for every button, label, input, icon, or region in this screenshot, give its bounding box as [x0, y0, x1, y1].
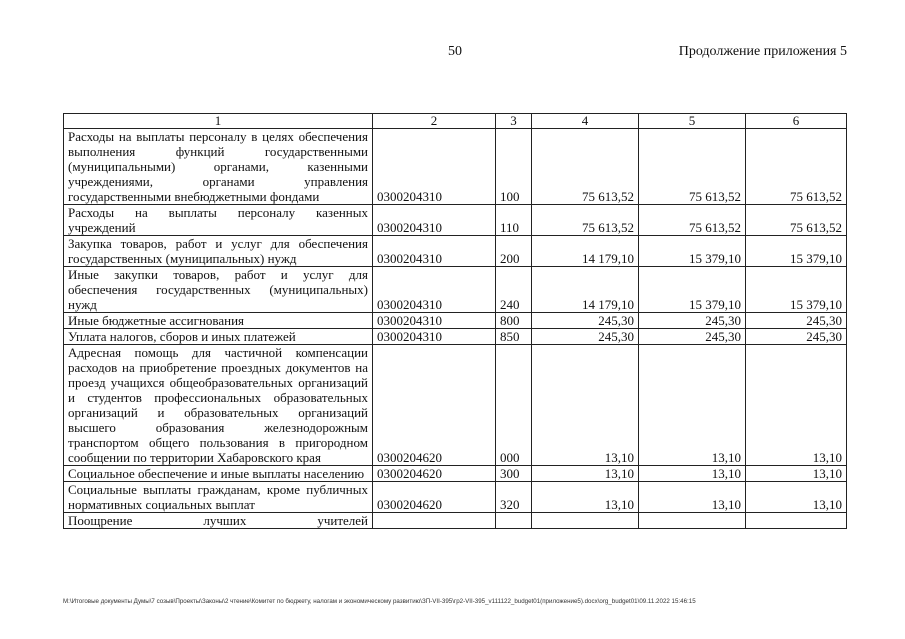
target-article-code: 0300204620	[373, 482, 496, 513]
target-article-code: 0300204620	[373, 466, 496, 482]
column-number: 2	[373, 114, 496, 129]
table-row	[64, 205, 847, 236]
table-row	[64, 129, 847, 205]
table-row	[64, 236, 847, 267]
column-number: 1	[64, 114, 373, 129]
column-number: 6	[746, 114, 847, 129]
expense-type-code: 800	[496, 313, 532, 329]
row-name: Расходы на выплаты персоналу в целях обеспечения выполнения функций государственными (муниципальными) органами, казенными учреждениями, органами управления государственными внебюджетными фондами	[64, 129, 373, 205]
row-name: Социальные выплаты гражданам, кроме публичных нормативных социальных выплат	[64, 482, 373, 513]
target-article-code: 0300204310	[373, 129, 496, 205]
amount-col4: 13,10	[532, 345, 639, 466]
target-article-code: 0300204620	[373, 345, 496, 466]
budget-table	[63, 113, 847, 529]
amount-col6: 15 379,10	[746, 236, 847, 267]
amount-col5: 245,30	[639, 329, 746, 345]
amount-col5: 75 613,52	[639, 129, 746, 205]
amount-col5: 15 379,10	[639, 236, 746, 267]
table-row	[64, 482, 847, 513]
column-number-row	[64, 114, 847, 129]
amount-col6: 13,10	[746, 482, 847, 513]
amount-col5: 13,10	[639, 466, 746, 482]
row-name: Закупка товаров, работ и услуг для обеспечения государственных (муниципальных) нужд	[64, 236, 373, 267]
amount-col5	[639, 513, 746, 529]
row-name: Иные бюджетные ассигнования	[64, 313, 373, 329]
amount-col4: 245,30	[532, 313, 639, 329]
table-header	[64, 114, 847, 129]
document-file-path: M:\Итоговые документы Думы\7 созыв\Проекты\Законы\2 чтение\Комитет по бюджету, налогам и экономическому развитию\ЗП-VII-395\гр2-VII-395_v111122_budget01(приложение5).docx\org_budget01\09.11.2022 15:46:15	[63, 598, 696, 605]
amount-col4: 75 613,52	[532, 129, 639, 205]
amount-col6: 13,10	[746, 345, 847, 466]
amount-col5: 15 379,10	[639, 267, 746, 313]
expense-type-code: 850	[496, 329, 532, 345]
amount-col4: 245,30	[532, 329, 639, 345]
table-row	[64, 466, 847, 482]
column-number: 5	[639, 114, 746, 129]
row-name: Поощрение лучших учителей	[64, 513, 373, 529]
expense-type-code	[496, 513, 532, 529]
amount-col5: 245,30	[639, 313, 746, 329]
target-article-code: 0300204310	[373, 329, 496, 345]
amount-col4: 13,10	[532, 466, 639, 482]
table-row	[64, 513, 847, 529]
table-row	[64, 313, 847, 329]
column-number: 4	[532, 114, 639, 129]
amount-col6: 245,30	[746, 329, 847, 345]
amount-col5: 75 613,52	[639, 205, 746, 236]
expense-type-code: 000	[496, 345, 532, 466]
expense-type-code: 300	[496, 466, 532, 482]
row-name: Иные закупки товаров, работ и услуг для обеспечения государственных (муниципальных) нужд	[64, 267, 373, 313]
expense-type-code: 240	[496, 267, 532, 313]
expense-type-code: 200	[496, 236, 532, 267]
amount-col6: 15 379,10	[746, 267, 847, 313]
amount-col6: 75 613,52	[746, 129, 847, 205]
amount-col6: 245,30	[746, 313, 847, 329]
target-article-code: 0300204310	[373, 313, 496, 329]
page-number: 50	[448, 44, 462, 59]
expense-type-code: 100	[496, 129, 532, 205]
amount-col6: 75 613,52	[746, 205, 847, 236]
amount-col4	[532, 513, 639, 529]
target-article-code: 0300204310	[373, 236, 496, 267]
row-name: Уплата налогов, сборов и иных платежей	[64, 329, 373, 345]
amount-col6: 13,10	[746, 466, 847, 482]
target-article-code: 0300204310	[373, 267, 496, 313]
column-number: 3	[496, 114, 532, 129]
amount-col5: 13,10	[639, 345, 746, 466]
expense-type-code: 110	[496, 205, 532, 236]
target-article-code: 0300204310	[373, 205, 496, 236]
row-name: Расходы на выплаты персоналу казенных учреждений	[64, 205, 373, 236]
amount-col6	[746, 513, 847, 529]
target-article-code	[373, 513, 496, 529]
table-row	[64, 267, 847, 313]
row-name: Адресная помощь для частичной компенсации расходов на приобретение проездных документов на проезд учащихся общеобразовательных организаций и студентов профессиональных образовательных организаций и образовательных организаций высшего образования железнодорожным транспортом общего пользования в пригородном сообщении по территории Хабаровского края	[64, 345, 373, 466]
appendix-continuation-label: Продолжение приложения 5	[678, 44, 847, 59]
amount-col4: 14 179,10	[532, 267, 639, 313]
amount-col5: 13,10	[639, 482, 746, 513]
table-row	[64, 329, 847, 345]
amount-col4: 13,10	[532, 482, 639, 513]
amount-col4: 75 613,52	[532, 205, 639, 236]
row-name: Социальное обеспечение и иные выплаты населению	[64, 466, 373, 482]
expense-type-code: 320	[496, 482, 532, 513]
table-row	[64, 345, 847, 466]
amount-col4: 14 179,10	[532, 236, 639, 267]
